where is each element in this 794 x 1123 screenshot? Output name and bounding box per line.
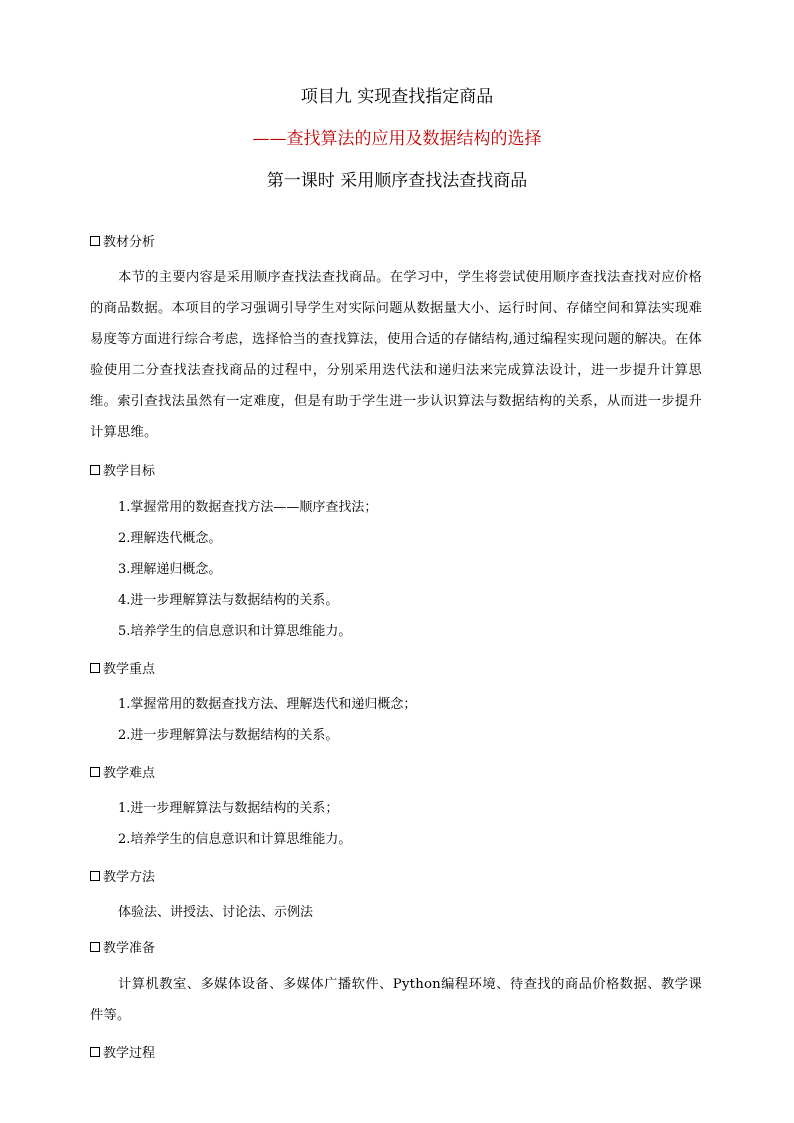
section-heading-goals: 教学目标 <box>90 463 155 481</box>
lesson-title: 第一课时 采用顺序查找法查找商品 <box>266 171 528 191</box>
goal-item: 4.进一步理解算法与数据结构的关系。 <box>118 593 339 608</box>
goal-item: 2.理解迭代概念。 <box>118 531 222 546</box>
subtitle: ——查找算法的应用及数据结构的选择 <box>252 129 542 149</box>
checkbox-bullet-icon <box>90 767 100 777</box>
goal-item: 3.理解递归概念。 <box>118 562 222 577</box>
section-heading-difficulties: 教学难点 <box>90 765 155 783</box>
section-heading-methods: 教学方法 <box>90 869 155 887</box>
checkbox-bullet-icon <box>90 236 100 246</box>
difficulty-item: 2.培养学生的信息意识和计算思维能力。 <box>118 832 352 847</box>
section-heading-material: 教材分析 <box>90 234 155 252</box>
checkbox-bullet-icon <box>90 663 100 673</box>
material-paragraph: 本节的主要内容是采用顺序查找法查找商品。在学习中，学生将尝试使用顺序查找法查找对应价格的商品数据。本项目的学习强调引导学生对实际问题从数据量大小、运行时间、存储空间和算法实现难易度等方面进行综合考虑，选择恰当的查找算法，使用合适的存储结构,通过编程实现问题的解决。在体验使用二分查找法查找商品的过程中，分别采用迭代法和递归法来完成算法设计，进一步提升计算思维。索引查找法虽然有一定难度，但是有助于学生进一步认识算法与数据结构的关系，从而进一步提升计算思维。 <box>90 270 702 440</box>
checkbox-bullet-icon <box>90 465 100 475</box>
key-point-item: 1.掌握常用的数据查找方法、理解迭代和递归概念； <box>118 697 417 712</box>
checkbox-bullet-icon <box>90 871 100 881</box>
key-point-item: 2.进一步理解算法与数据结构的关系。 <box>118 728 339 743</box>
checkbox-bullet-icon <box>90 942 100 952</box>
checkbox-bullet-icon <box>90 1047 100 1057</box>
methods-text: 体验法、讲授法、讨论法、示例法 <box>118 905 314 920</box>
main-title: 项目九 实现查找指定商品 <box>300 87 494 107</box>
section-heading-preparation: 教学准备 <box>90 940 155 958</box>
section-heading-process: 教学过程 <box>90 1045 155 1063</box>
goal-item: 5.培养学生的信息意识和计算思维能力。 <box>118 624 352 639</box>
difficulty-item: 1.进一步理解算法与数据结构的关系； <box>118 801 339 816</box>
goal-item: 1.掌握常用的数据查找方法——顺序查找法； <box>118 500 378 515</box>
preparation-paragraph: 计算机教室、多媒体设备、多媒体广播软件、Python编程环境、待查找的商品价格数据、教学课件等。 <box>90 977 702 1023</box>
section-heading-key-points: 教学重点 <box>90 661 155 679</box>
